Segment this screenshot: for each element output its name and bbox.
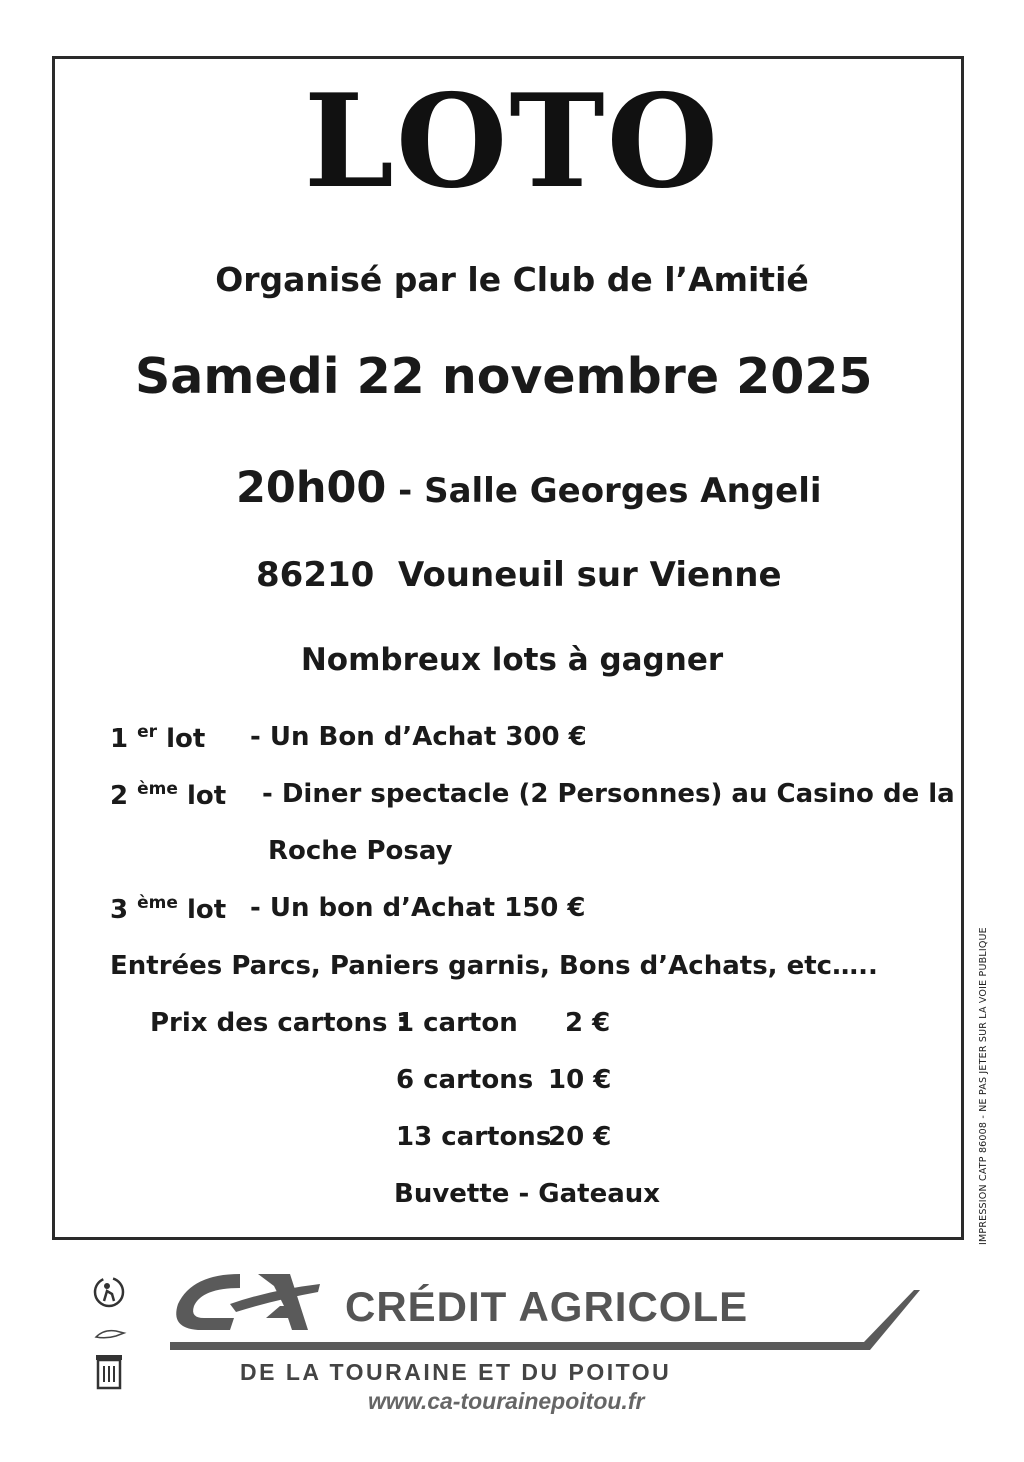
lot-desc-2-cont: Roche Posay bbox=[268, 836, 453, 866]
price-label: Prix des cartons : bbox=[150, 1008, 407, 1038]
time-venue-line bbox=[236, 463, 822, 513]
hand-icon bbox=[92, 1327, 128, 1341]
price-qty-3: 13 cartons bbox=[396, 1122, 552, 1152]
price-value-3: 20 € bbox=[548, 1122, 612, 1152]
event-time: 20h00 bbox=[236, 463, 387, 513]
price-value-1: 2 € bbox=[565, 1008, 611, 1038]
brand-website-link[interactable]: www.ca-tourainepoitou.fr bbox=[368, 1388, 645, 1414]
lot-desc-1: - Un Bon d’Achat 300 € bbox=[250, 722, 587, 752]
extra-prizes: Entrées Parcs, Paniers garnis, Bons d’Achats, etc….. bbox=[110, 951, 878, 981]
price-value-2: 10 € bbox=[548, 1065, 612, 1095]
lot-label-3: 3 $^{ème}$ lot bbox=[110, 893, 227, 925]
brand-region: DE LA TOURAINE ET DU POITOU bbox=[240, 1359, 672, 1385]
poster-title: LOTO bbox=[303, 67, 721, 217]
price-qty-1: 1 carton bbox=[396, 1008, 518, 1038]
prizes-heading: Nombreux lots à gagner bbox=[300, 642, 724, 678]
event-postcode: 86210 bbox=[256, 555, 375, 595]
price-qty-2: 6 cartons bbox=[396, 1065, 534, 1095]
event-town: Vouneuil sur Vienne bbox=[397, 555, 782, 595]
recycle-icon bbox=[92, 1275, 126, 1309]
print-notice: IMPRESSION CATP 86008 - NE PAS JETER SUR LA VOIE PUBLIQUE bbox=[978, 927, 989, 1245]
brand-name: CRÉDIT AGRICOLE bbox=[345, 1283, 749, 1330]
refreshments: Buvette - Gateaux bbox=[394, 1179, 661, 1209]
lot-label-1: 1 $^{er}$ lot bbox=[110, 722, 206, 754]
event-venue: - Salle Georges Angeli bbox=[398, 471, 822, 511]
event-city-line bbox=[256, 555, 782, 595]
lot-desc-3: - Un bon d’Achat 150 € bbox=[250, 893, 586, 923]
lot-desc-2: - Diner spectacle (2 Personnes) au Casino de la bbox=[262, 779, 955, 809]
trash-bin-icon bbox=[92, 1352, 126, 1392]
event-date: Samedi 22 novembre 2025 bbox=[135, 348, 873, 405]
lot-label-2: 2 $^{ème}$ lot bbox=[110, 779, 227, 811]
organizer-line: Organisé par le Club de l’Amitié bbox=[215, 260, 809, 299]
